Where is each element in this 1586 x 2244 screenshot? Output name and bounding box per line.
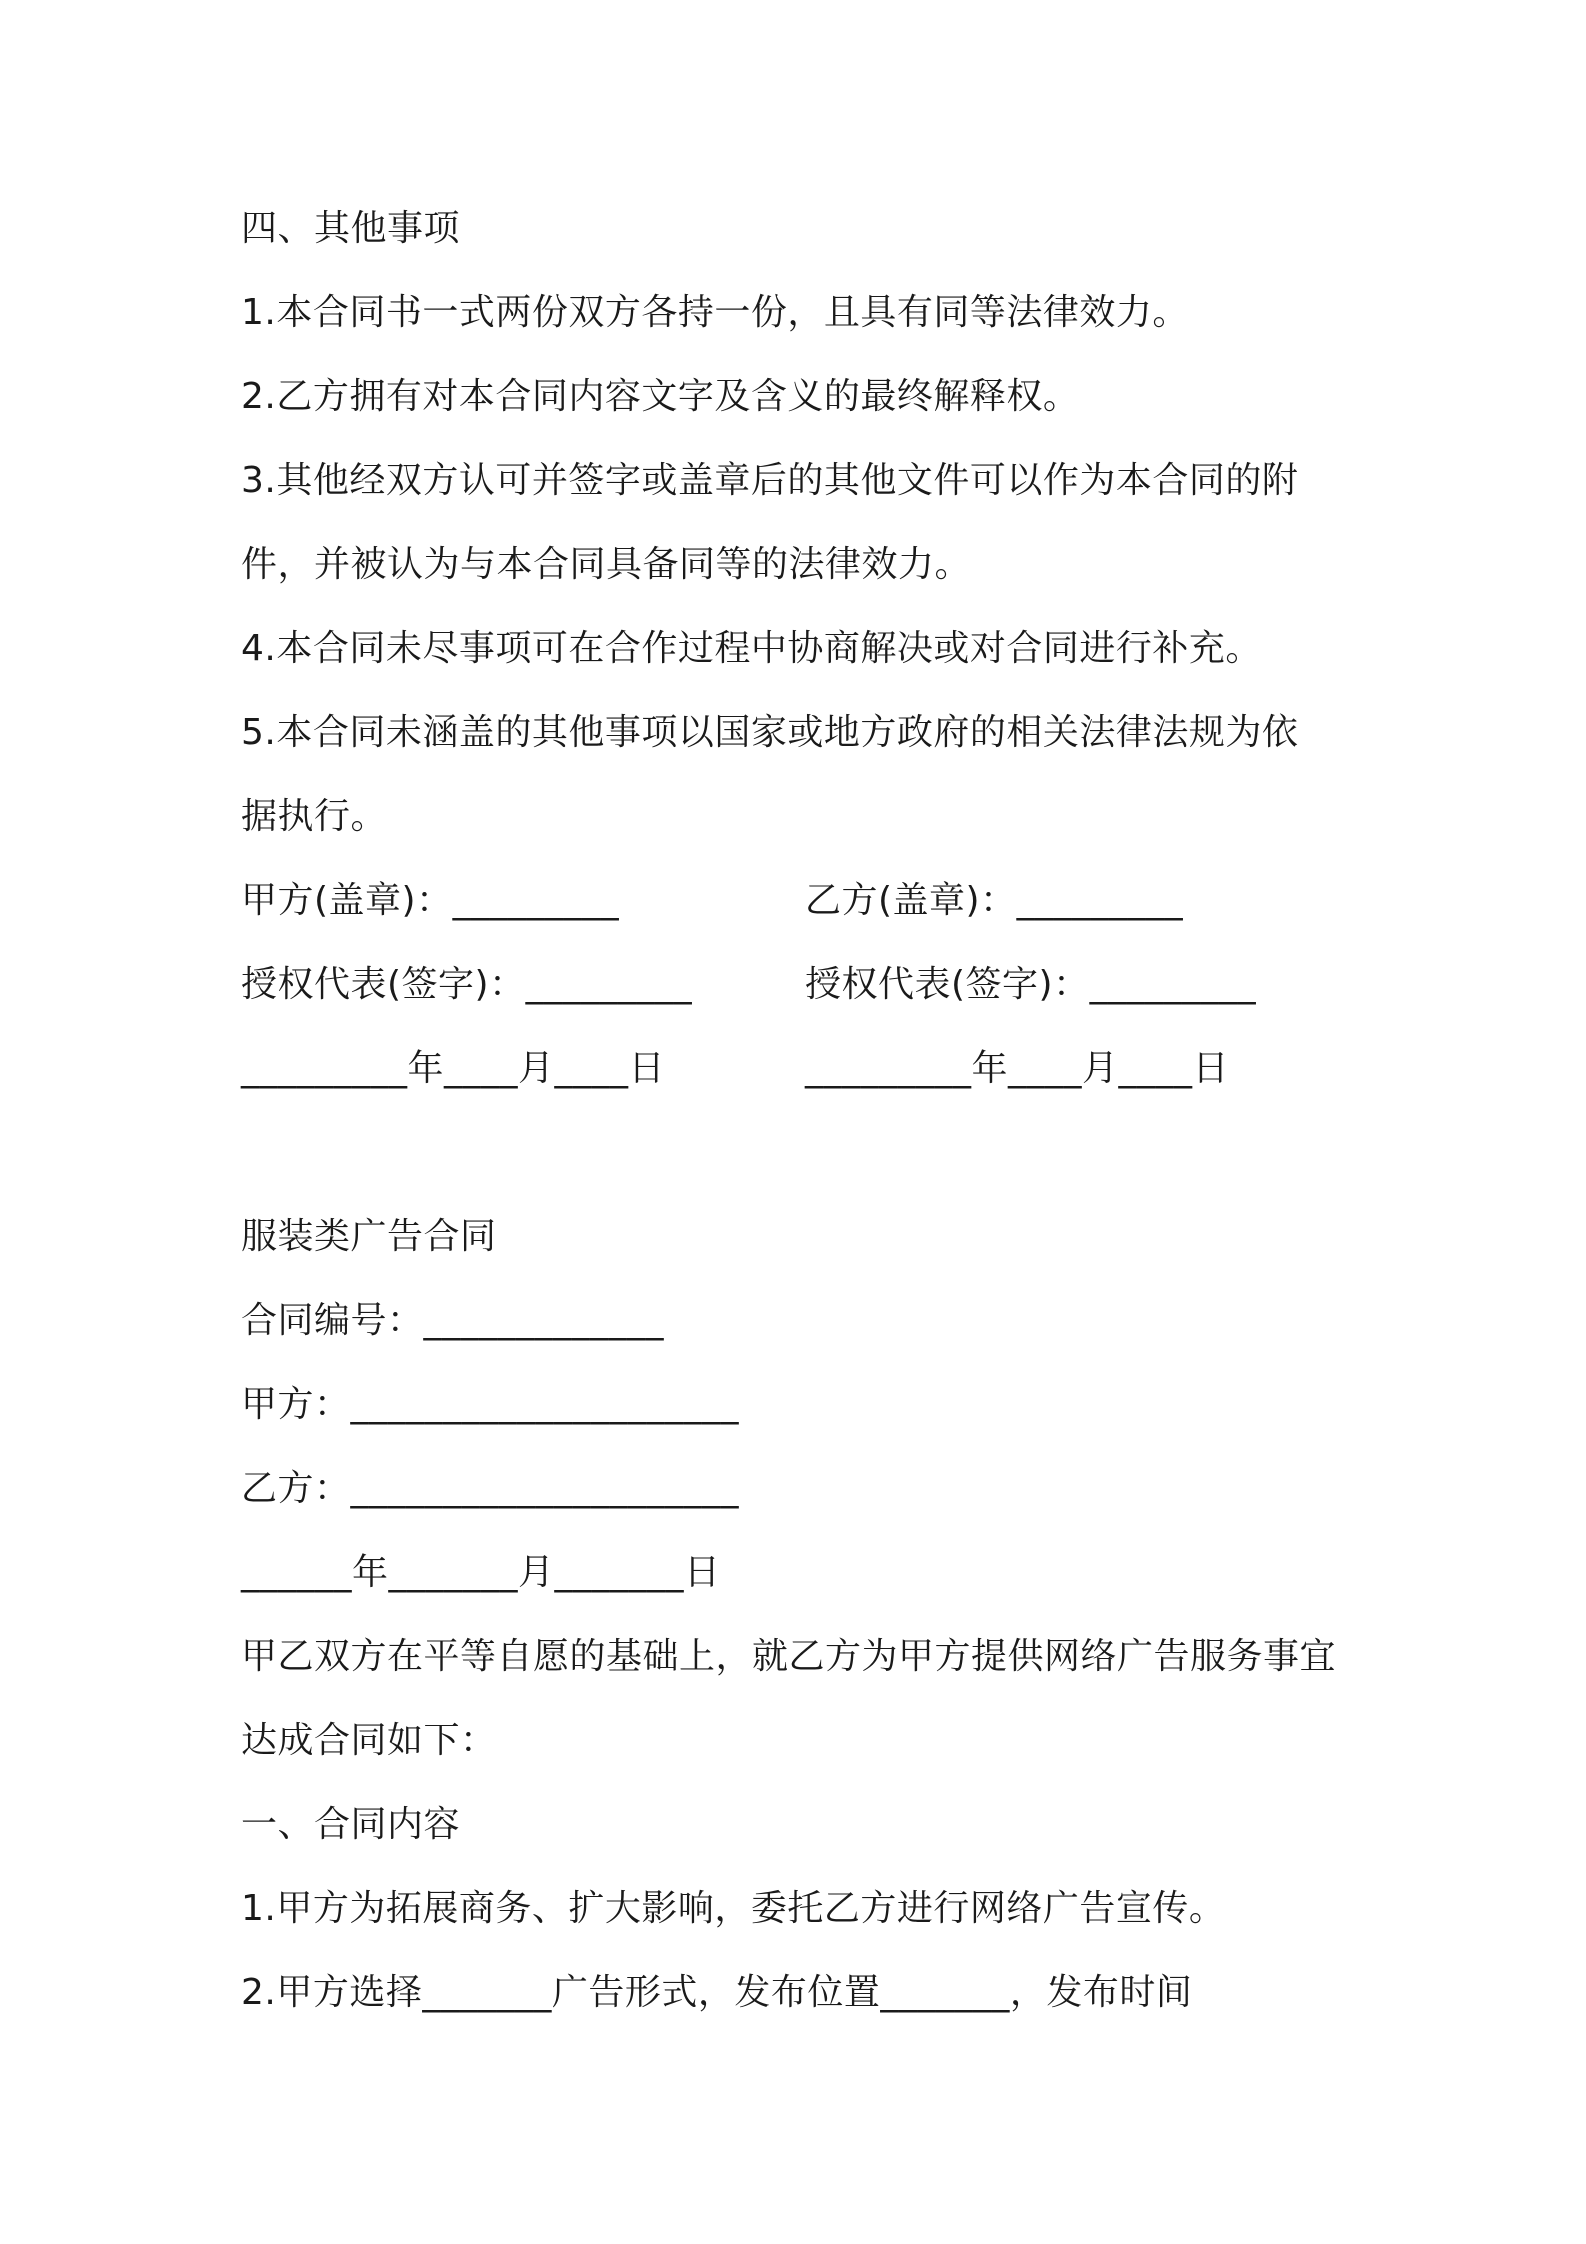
clause-line: 5.本合同未涵盖的其他事项以国家或地方政府的相关法律法规为依	[241, 712, 1299, 753]
party-a-seal-line: 甲方(盖章)：_________	[241, 880, 620, 921]
clause-line: 据执行。	[241, 796, 388, 837]
party-a-rep-line: 授权代表(签字)：_________	[241, 964, 693, 1005]
party-a-date-line: _________年____月____日	[241, 1048, 665, 1089]
clause-line: 1.本合同书一式两份双方各持一份，且具有同等法律效力。	[241, 292, 1189, 333]
party-b-date-line: _________年____月____日	[805, 1048, 1229, 1089]
clause-line: 4.本合同未尽事项可在合作过程中协商解决或对合同进行补充。	[241, 628, 1262, 669]
section-heading: 一、合同内容	[241, 1804, 461, 1845]
contract-date-line: ______年_______月_______日	[241, 1552, 721, 1593]
intro-line: 达成合同如下：	[241, 1720, 497, 1761]
clause-line: 3.其他经双方认可并签字或盖章后的其他文件可以作为本合同的附	[241, 460, 1299, 501]
section-heading: 四、其他事项	[241, 208, 461, 249]
party-b-line: 乙方：_____________________	[241, 1468, 740, 1509]
contract-title: 服装类广告合同	[241, 1216, 497, 1257]
intro-line: 甲乙双方在平等自愿的基础上，就乙方为甲方提供网络广告服务事宜	[241, 1636, 1337, 1677]
clause-line: 2.甲方选择_______广告形式，发布位置_______，发布时间	[241, 1972, 1193, 2013]
contract-number-line: 合同编号：_____________	[241, 1300, 665, 1341]
party-b-rep-line: 授权代表(签字)：_________	[805, 964, 1257, 1005]
clause-line: 件，并被认为与本合同具备同等的法律效力。	[241, 544, 972, 585]
party-b-seal-line: 乙方(盖章)：_________	[805, 880, 1184, 921]
party-a-line: 甲方：_____________________	[241, 1384, 740, 1425]
clause-line: 1.甲方为拓展商务、扩大影响，委托乙方进行网络广告宣传。	[241, 1888, 1226, 1929]
clause-line: 2.乙方拥有对本合同内容文字及含义的最终解释权。	[241, 376, 1080, 417]
